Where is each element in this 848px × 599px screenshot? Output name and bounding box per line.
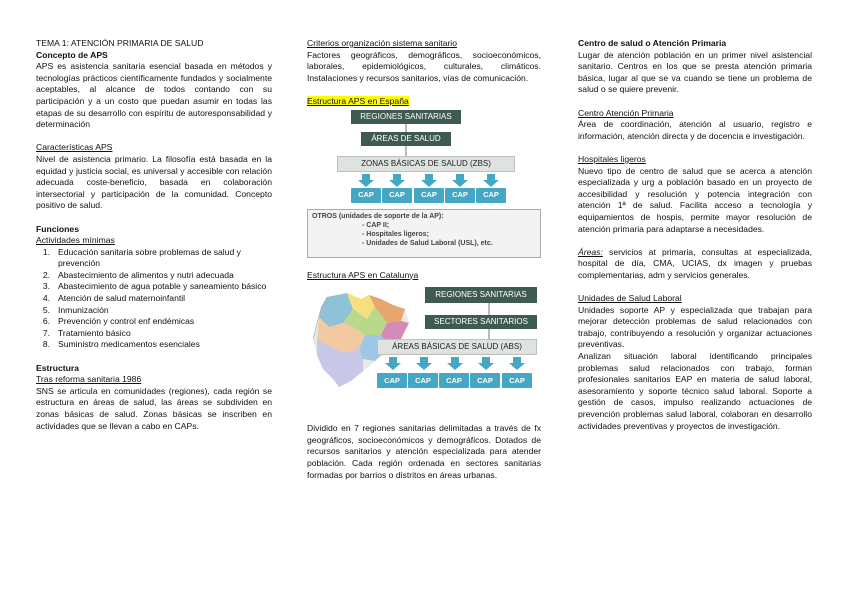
catalunya-text: Dividido en 7 regiones sanitarias delimitadas a través de fx geográficos, socioeconómicos y demográficos. Dotados de recursos sanitarios y atención especializada para atender población. Cada región ordenada en sectores sanitarias formadas por barrios o distritos en áreas urbanas. bbox=[307, 423, 541, 480]
areas-paragraph bbox=[578, 247, 812, 282]
cat-sectores-box: SECTORES SANITARIOS bbox=[425, 315, 537, 329]
zonas-box: ZONAS BÁSICAS DE SALUD (ZBS) bbox=[337, 156, 515, 172]
list-item: 7. Tratamiento básico bbox=[42, 327, 131, 338]
otros-item: - CAP II; bbox=[362, 221, 390, 229]
doc-title: TEMA 1: ATENCIÓN PRIMARIA DE SALUD bbox=[36, 38, 204, 48]
usl-text-1: Unidades soporte AP y especializada que trabajan para mejorar detección problemas de salud relacionados con trabajo, contribuyendo a resolución y organizar actuaciones preventivas. bbox=[578, 304, 812, 350]
cap-box: CAP bbox=[408, 373, 438, 388]
cap-box: CAP bbox=[476, 188, 506, 203]
list-item: 2. Abastecimiento de alimentos y nutri adecuada bbox=[42, 269, 234, 280]
actividades-list bbox=[36, 247, 272, 351]
caracteristicas-heading: Características APS bbox=[36, 142, 113, 153]
list-item: 5. Inmunización bbox=[42, 304, 109, 315]
estructura-heading: Estructura bbox=[36, 362, 79, 373]
column-3 bbox=[578, 38, 812, 432]
list-item: 6. Prevención y control enf endémicas bbox=[42, 316, 195, 327]
areas-label: Áreas: bbox=[578, 246, 603, 257]
otros-box bbox=[307, 209, 541, 258]
usl-text-2: Analizan situación laboral identificando principales problemas salud relacionados con trabajo, forman profesionales sanitarios EAP en materia de salud laboral, asesoramiento y soporte técnico salud laboral. Soporte a gestión de casos, impulso realizando actuaciones de prevención problemas salud laboral, colaboran en desarrollo actividades preventivas y proyectos de investigación. bbox=[578, 351, 812, 431]
cap-box: CAP bbox=[377, 373, 407, 388]
cat-regiones-box: REGIONES SANITARIAS bbox=[425, 287, 537, 303]
centro-heading: Centro de salud o Atención Primaria bbox=[578, 38, 727, 48]
hospitales-heading: Hospitales ligeros bbox=[578, 153, 646, 164]
list-item: 4. Atención de salud maternoinfantil bbox=[42, 293, 186, 304]
cap-box: CAP bbox=[414, 188, 444, 203]
espana-diagram bbox=[307, 110, 541, 276]
otros-item: - Hospitales ligeros; bbox=[362, 230, 429, 238]
cap-box: CAP bbox=[470, 373, 500, 388]
cap-box: CAP bbox=[382, 188, 412, 203]
espana-heading: Estructura APS en España bbox=[307, 95, 409, 106]
regiones-box: REGIONES SANITARIAS bbox=[351, 110, 461, 124]
catalunya-diagram bbox=[307, 283, 541, 421]
otros-title: OTROS (unidades de soporte de la AP): bbox=[312, 212, 444, 220]
areas-text: servicios at primaria, consultas at especializada, hospital de día, CMA, UCIAS, dx imagen y pruebas complementarias, adm y servicios generales. bbox=[578, 246, 812, 280]
actividades-heading: Actividades mínimas bbox=[36, 235, 115, 246]
criterios-heading: Criterios organización sistema sanitario bbox=[307, 38, 457, 48]
reforma-text: SNS se articula en comunidades (regiones), cada región se estructura en áreas de salud, las áreas se subdividen en zonas básicas de salud. Zonas básicas se inscriben en actividades que se llevan a cabo en CAPs. bbox=[36, 385, 272, 431]
column-2 bbox=[307, 38, 541, 481]
cap-box: CAP bbox=[502, 373, 532, 388]
reforma-heading: Tras reforma sanitaria 1986 bbox=[36, 374, 142, 385]
cat-areas-box: ÁREAS BÁSICAS DE SALUD (ABS) bbox=[377, 339, 537, 355]
cap-box: CAP bbox=[439, 373, 469, 388]
otros-item: - Unidades de Salud Laboral (USL), etc. bbox=[362, 239, 493, 247]
cap-heading: Centro Atención Primaria bbox=[578, 107, 674, 118]
centro-text: Lugar de atención población en un primer nivel asistencial sanitario. Centros en los que se presta atención primaria básica, lugar al que se va cuando se tiene un problema de salud o se quiere prevenir. bbox=[578, 49, 812, 95]
caracteristicas-text: Nivel de asistencia primario. La filosofía está basada en la equidad y justicia social, es universal y accesible con relación adecuada coste-beneficio, basada en colaboración intersectorial y participación de la comunidad. Concepto positivo de salud. bbox=[36, 153, 272, 211]
column-1 bbox=[36, 38, 272, 432]
list-item: 1. Educación sanitaria sobre problemas de salud y prevención bbox=[42, 246, 241, 269]
funciones-heading: Funciones bbox=[36, 223, 79, 234]
criterios-text: Factores geográficos, demográficos, socioeconómicos, laborales, epidemiológicos, culturales, climáticos. Instalaciones y recursos sanitarios, vías de comunicación. bbox=[307, 49, 541, 83]
cap-box: CAP bbox=[351, 188, 381, 203]
concepto-heading: Concepto de APS bbox=[36, 49, 108, 60]
concepto-text: APS es asistencia sanitaria esencial basada en métodos y tecnologías prácticos científicamente fundados y socialmente aceptables, al alcance de todos contando con su participación y a un costo que puedan asumir en todas las etapas de su desarrollo con espíritu de autoresponsabilidad y determinación bbox=[36, 61, 272, 130]
cap-box: CAP bbox=[445, 188, 475, 203]
cap-text: Área de coordinación, atención al usuario, registro e información, atención directa y de docencia e investigación. bbox=[578, 119, 812, 141]
list-item: 8. Suministro medicamentos esenciales bbox=[42, 339, 200, 350]
usl-heading: Unidades de Salud Laboral bbox=[578, 293, 682, 304]
areas-box: ÁREAS DE SALUD bbox=[361, 132, 451, 146]
hospitales-text: Nuevo tipo de centro de salud que se acerca a atención especializada y urg a población basado en un proyecto de accesibilidad y resolución y potencia integración con atención 1ª de salud. Facilita acceso a tecnología y equipamientos de hospis, permite mayor resolución de atención primaria para adaptarse a necesidades. bbox=[578, 165, 812, 234]
list-item: 3. Abastecimiento de agua potable y saneamiento básico bbox=[42, 281, 267, 292]
catalunya-heading: Estructura APS en Catalunya bbox=[307, 269, 419, 280]
